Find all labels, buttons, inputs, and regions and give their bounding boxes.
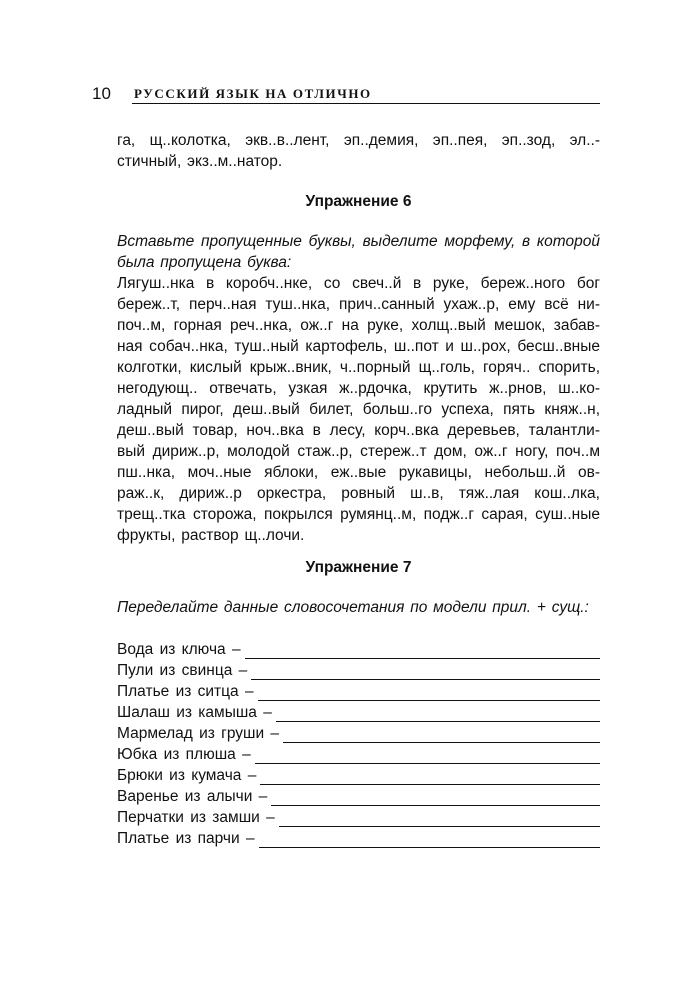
exercise-item	[117, 764, 600, 785]
exercise-item	[117, 680, 600, 701]
running-title: РУССКИЙ ЯЗЫК НА ОТЛИЧНО	[134, 86, 372, 101]
item-label: Шалаш из камыша –	[117, 704, 272, 721]
continuation-paragraph	[117, 130, 600, 172]
header-rule	[132, 103, 600, 104]
exercise-item	[117, 701, 600, 722]
exercise-6-body	[117, 273, 600, 546]
answer-line[interactable]	[259, 833, 600, 848]
exercise-item	[117, 638, 600, 659]
item-label: Перчатки из замши –	[117, 809, 275, 826]
exercise-item	[117, 785, 600, 806]
item-label: Вода из ключа –	[117, 641, 241, 658]
exercise-item	[117, 827, 600, 848]
exercise-6-title: Упражнение 6	[305, 193, 412, 210]
exercise-7-instruction: Переделайте данные словосочетания по модели прил. + сущ.:	[117, 599, 589, 616]
answer-line[interactable]	[260, 770, 600, 785]
exercise-6-instruction: Вставьте пропущенные буквы, выделите морфему, в которой была пропущена буква:	[117, 233, 600, 271]
item-label: Варенье из алычи –	[117, 788, 268, 805]
item-label: Платье из парчи –	[117, 830, 255, 847]
item-label: Брюки из кумача –	[117, 767, 257, 784]
answer-line[interactable]	[251, 665, 600, 680]
running-header	[92, 84, 600, 106]
answer-line[interactable]	[276, 707, 600, 722]
item-label: Пули из свинца –	[117, 662, 248, 679]
exercise-6-text: Лягуш..нка в коробч..нке, со свеч..й в руке, береж..ного бог береж..т, перч..ная туш..нка, прич..санный ухаж..р, ему всё ни-поч..м, горная реч..нка, ож..г на руке, холщ..вый мешок, забав-ная собач..нка, туш..ный картофель, ш..пот и ш..рох, бесш..вные колготки, кислый крыж..вник, ч..порный щ..голь, горяч.. спорить, негодующ.. отвечать, узкая ж..рдочка, крутить ж..рнов, ш..ко-ладный пирог, деш..вый билет, больш..го успеха, пять княж..н, деш..вый товар, ноч..вка в лесу, корч..вка деревьев, талантли-вый дириж..р, молодой стаж..р, стереж..т дом, ож..г ногу, поч..м пш..нка, моч..ные яблоки, еж..вые рукавицы, небольш..й ов-раж..к, дириж..р оркестра, ровный ш..в, тяж..лая кош..лка, трещ..тка сторожа, покрылся румянц..м, подж..г сарая, суш..ные фрукты, раствор щ..лочи.	[117, 275, 600, 544]
item-label: Мармелад из груши –	[117, 725, 280, 742]
page-number: 10	[92, 84, 111, 103]
exercise-7-items	[117, 638, 600, 848]
exercise-item	[117, 722, 600, 743]
exercise-item	[117, 806, 600, 827]
answer-line[interactable]	[283, 728, 600, 743]
exercise-7-instruction-block	[117, 597, 600, 618]
exercise-item	[117, 659, 600, 680]
item-label: Платье из ситца –	[117, 683, 254, 700]
exercise-6-instruction-block	[117, 231, 600, 273]
exercise-item	[117, 743, 600, 764]
answer-line[interactable]	[271, 791, 600, 806]
answer-line[interactable]	[279, 812, 600, 827]
item-label: Юбка из плюша –	[117, 746, 251, 763]
answer-line[interactable]	[245, 644, 600, 659]
continuation-text: га, щ..колотка, экв..в..лент, эп..демия, эп..пея, эп..зод, эл..-стичный, экз..м..натор.	[117, 132, 600, 170]
exercise-7-title: Упражнение 7	[305, 559, 412, 576]
answer-line[interactable]	[255, 749, 600, 764]
answer-line[interactable]	[258, 686, 600, 701]
